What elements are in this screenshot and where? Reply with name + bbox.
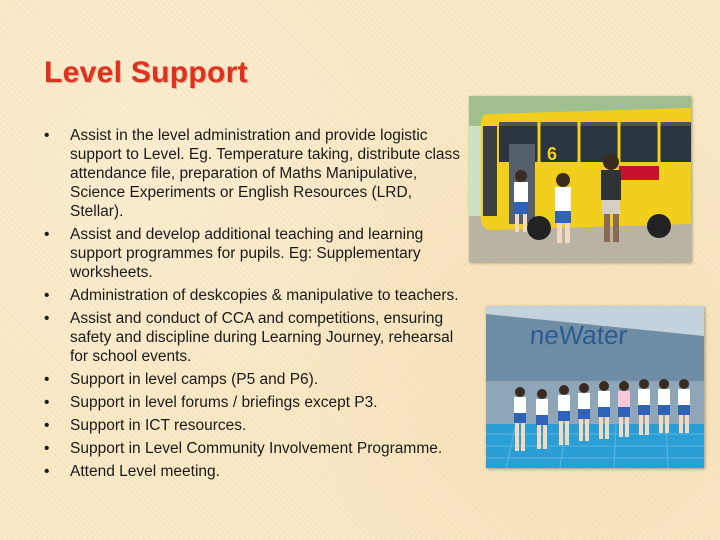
bullet-text: Support in level camps (P5 and P6).	[70, 371, 319, 388]
bullet-text: Assist in the level administration and provide logistic support to Level. Eg. Temperature taking, distribute class attendance file, preparation of Maths Manipulative, Science Experiments or English Resources (LRD, Stellar).	[70, 127, 461, 220]
newater-sign-label: neWater	[528, 320, 629, 350]
bullet-text: Attend Level meeting.	[70, 463, 220, 480]
bullet-dot-icon: •	[44, 310, 50, 327]
bullet-dot-icon: •	[44, 394, 50, 411]
school-bus-illustration	[469, 96, 691, 262]
bullet-item	[44, 309, 469, 366]
bullet-dot-icon: •	[44, 371, 50, 388]
bullet-text: Administration of deskcopies & manipulative to teachers.	[70, 287, 459, 304]
bullet-dot-icon: •	[44, 417, 50, 434]
bullet-text: Support in Level Community Involvement Programme.	[70, 440, 443, 457]
bullet-item	[44, 416, 469, 435]
bullet-item	[44, 439, 469, 458]
bullet-list	[44, 126, 469, 485]
bullet-text: Support in level forums / briefings except P3.	[70, 394, 378, 411]
bullet-item	[44, 462, 469, 481]
bullet-item	[44, 370, 469, 389]
bullet-dot-icon: •	[44, 226, 50, 243]
bullet-text: Support in ICT resources.	[70, 417, 247, 434]
bullet-dot-icon: •	[44, 287, 50, 304]
bus-number-label: 6	[547, 144, 558, 164]
school-bus-photo	[469, 96, 691, 262]
bullet-text: Assist and develop additional teaching and learning support programmes for pupils. Eg: Supplementary worksheets.	[70, 226, 424, 281]
bullet-text: Assist and conduct of CCA and competitions, ensuring safety and discipline during Learning Journey, rehearsal for school events.	[70, 310, 454, 365]
newater-visit-photo	[486, 306, 704, 468]
newater-group-illustration	[486, 306, 704, 468]
bullet-item	[44, 225, 469, 282]
slide-title: Level Support	[44, 56, 248, 89]
bullet-item	[44, 393, 469, 412]
bullet-item	[44, 286, 469, 305]
bullet-dot-icon: •	[44, 127, 50, 144]
bullet-item	[44, 126, 469, 221]
bullet-dot-icon: •	[44, 463, 50, 480]
bullet-dot-icon: •	[44, 440, 50, 457]
